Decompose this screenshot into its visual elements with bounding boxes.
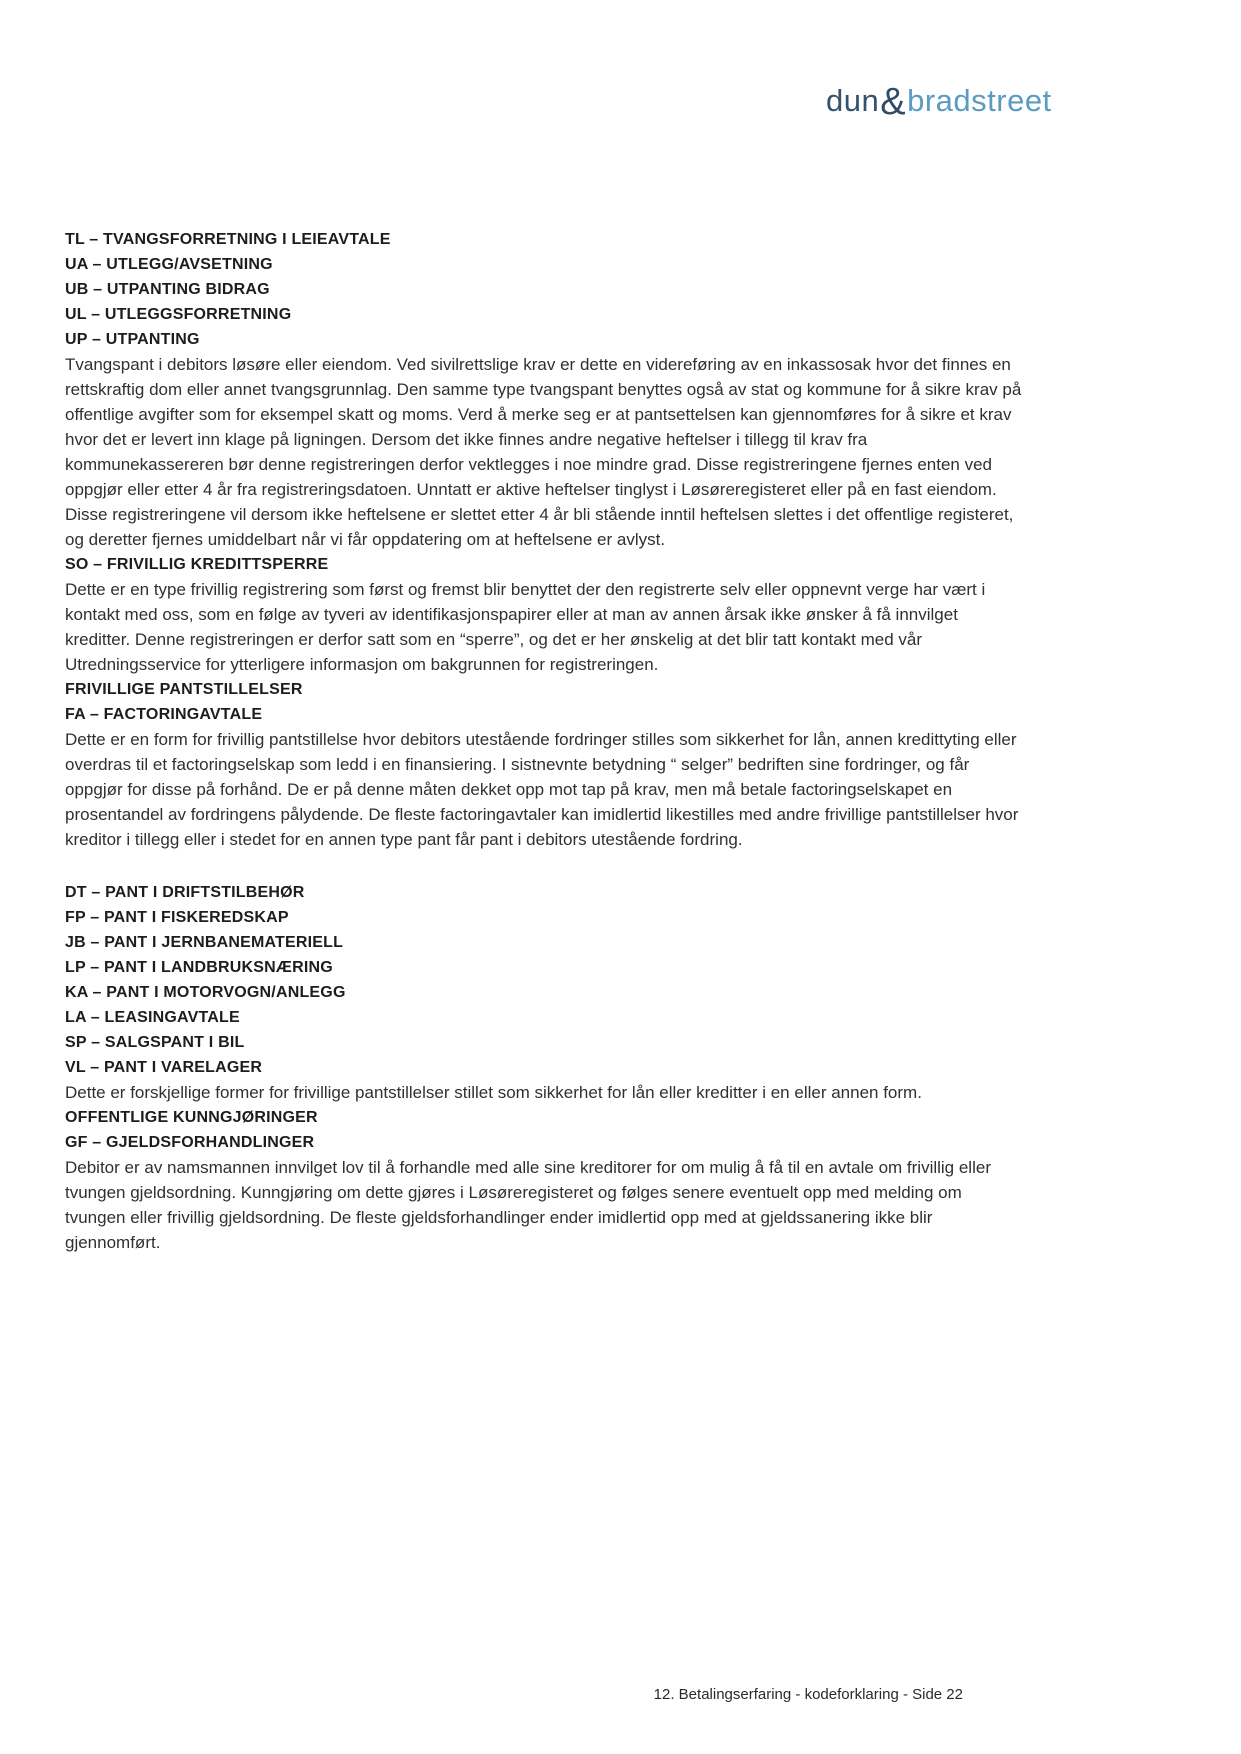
code-line: UA – UTLEGG/AVSETNING	[65, 256, 273, 273]
code-line: VL – PANT I VARELAGER	[65, 1059, 263, 1076]
dun-bradstreet-logo	[826, 80, 1052, 123]
paragraph-pledges: Dette er forskjellige former for frivillige pantstillelser stillet som sikkerhet for lån eller kreditter i en eller annen form.	[65, 1083, 922, 1102]
logo-text-dun: dun	[826, 83, 880, 118]
section-header-voluntary-pledges: FRIVILLIGE PANTSTILLELSER	[65, 681, 303, 698]
page-footer: 12. Betalingserfaring - kodeforklaring - Side 22	[653, 1686, 963, 1703]
code-list-pledges	[65, 880, 1023, 1080]
code-line: TL – TVANGSFORRETNING I LEIEAVTALE	[65, 231, 391, 248]
paragraph-enforcement: Tvangspant i debitors løsøre eller eiendom. Ved sivilrettslige krav er dette en videreføring av en inkassosak hvor det finnes en rettskraftig dom eller annet tvangsgrunnlag. Den samme type tvangspant benyttes også av stat og kommune for å sikre krav på offentlige avgifter som for eksempel skatt og moms. Verd å merke seg er at pantsettelsen kan gjennomføres for å sikre et krav hvor det er levert inn klage på ligningen. Dersom det ikke finnes andre negative heftelser i tillegg til krav fra kommunekassereren bør denne registreringen derfor vektlegges i noe mindre grad. Disse registreringene fjernes enten ved oppgjør eller etter 4 år fra registreringsdatoen. Unntatt er aktive heftelser tinglyst i Løsøreregisteret eller på en fast eiendom. Disse registreringene vil dersom ikke heftelsene er slettet etter 4 år bli stående inntil heftelsen slettes i det offentlige registeret, og deretter fjernes umiddelbart når vi får oppdatering om at heftelsene er avlyst.	[65, 355, 1022, 549]
code-line: FP – PANT I FISKEREDSKAP	[65, 909, 289, 926]
heading-so: SO – FRIVILLIG KREDITTSPERRE	[65, 556, 329, 573]
logo-text-bradstreet: bradstreet	[907, 83, 1052, 118]
paragraph-fa: Dette er en form for frivillig pantstillelse hvor debitors utestående fordringer stilles som sikkerhet for lån, annen kredittyting eller overdras til et factoringselskap som ledd i en finansiering. I sistnevnte betydning “ selger” bedriften sine fordringer, og får oppgjør for disse på forhånd. De er på denne måten dekket opp mot tap på krav, men må betale factoringselskapet en prosentandel av fordringens pålydende. De fleste factoringavtaler kan imidlertid likestilles med andre frivillige pantstillelser hvor kreditor i tillegg eller i stedet for en annen type pant får pant i debitors utestående fordring.	[65, 730, 1019, 849]
heading-fa: FA – FACTORINGAVTALE	[65, 706, 263, 723]
code-line: JB – PANT I JERNBANEMATERIELL	[65, 934, 344, 951]
code-line: LP – PANT I LANDBRUKSNÆRING	[65, 959, 333, 976]
ampersand-icon: &	[880, 81, 907, 123]
heading-gf: GF – GJELDSFORHANDLINGER	[65, 1134, 315, 1151]
code-line: SP – SALGSPANT I BIL	[65, 1034, 245, 1051]
code-line: UB – UTPANTING BIDRAG	[65, 281, 270, 298]
code-line: LA – LEASINGAVTALE	[65, 1009, 240, 1026]
paragraph-gf: Debitor er av namsmannen innvilget lov til å forhandle med alle sine kreditorer for om mulig å få til en avtale om frivillig eller tvungen gjeldsordning. Kunngjøring om dette gjøres i Løsøreregisteret og følges senere eventuelt opp med melding om tvungen eller frivillig gjeldsordning. De fleste gjeldsforhandlinger ender imidlertid opp med at gjeldssanering ikke blir gjennomført.	[65, 1158, 991, 1252]
code-line: UL – UTLEGGSFORRETNING	[65, 306, 292, 323]
code-line: UP – UTPANTING	[65, 331, 200, 348]
document-body	[65, 227, 1023, 1255]
paragraph-so: Dette er en type frivillig registrering som først og fremst blir benyttet der den registrerte selv eller oppnevnt verge har vært i kontakt med oss, som en følge av tyveri av identifikasjonspapirer eller at man av annen årsak ikke ønsker å få innvilget kreditter. Denne registreringen er derfor satt som en “sperre”, og det er her ønskelig at det blir tatt kontakt med vår Utredningsservice for ytterligere informasjon om bakgrunnen for registreringen.	[65, 580, 986, 674]
code-line: DT – PANT I DRIFTSTILBEHØR	[65, 884, 305, 901]
code-list-enforcement	[65, 227, 1023, 352]
code-line: KA – PANT I MOTORVOGN/ANLEGG	[65, 984, 346, 1001]
section-header-public-announcements: OFFENTLIGE KUNNGJØRINGER	[65, 1109, 318, 1126]
